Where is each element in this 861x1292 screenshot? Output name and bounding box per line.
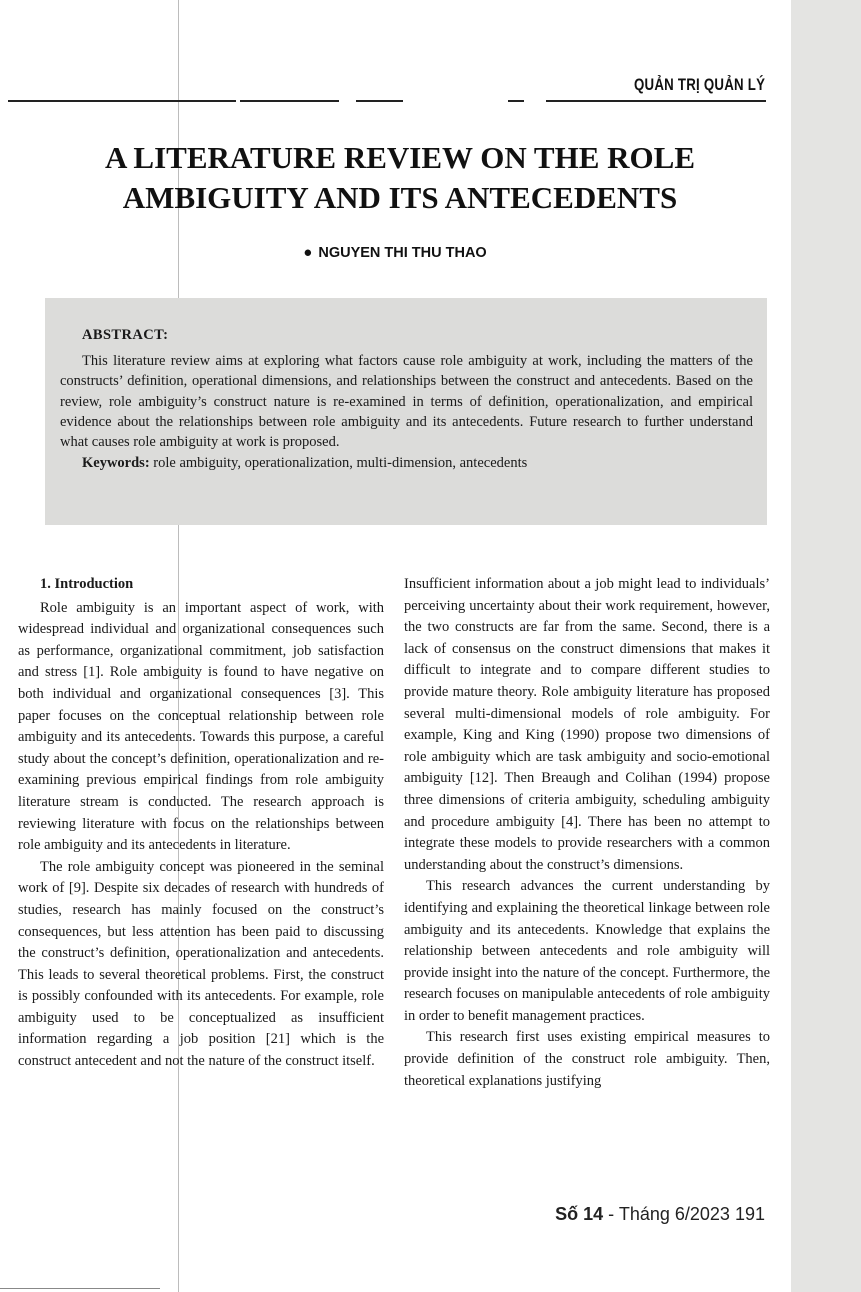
paragraph: Insufficient information about a job might lead to individuals’ perceiving uncertainty about their work requirement, however, the two constructs are far from the same. Second, there is a lack of consensus on the construct dimensions that makes it difficult to integrate and to compare different studies to provide mature theory. Role ambiguity literature has proposed several multi-dimensional models of role ambiguity. For example, King and King (1990) propose two dimensions of role ambiguity which are task ambiguity and socio-emotional ambiguity [12]. Then Breaugh and Colihan (1994) propose three dimensions of criteria ambiguity, scheduling ambiguity and procedure ambiguity [4]. There has been no attempt to integrate these models to provide researchers with a common understanding about the construct’s dimensions.	[404, 576, 770, 873]
header-rule	[546, 100, 766, 102]
abstract-box	[45, 298, 767, 525]
bullet-icon: ●	[303, 244, 313, 261]
left-column	[18, 574, 384, 1073]
article-title	[40, 138, 760, 218]
keywords-text: role ambiguity, operationalization, multi-dimension, antecedents	[153, 455, 528, 472]
page-edge-strip	[791, 0, 861, 1292]
paragraph: This research advances the current understanding by identifying and explaining the theoretical linkage between role ambiguity and its antecedents. Knowledge that explains the relationship between antecedents and role ambiguity will provide insight into the nature of the concept. Furthermore, the research focuses on manipulable antecedents of role ambiguity in order to benefit management practices.	[404, 878, 770, 1024]
abstract-text: This literature review aims at exploring what factors cause role ambiguity at work, including the matters of the constructs’ definition, operational dimensions, and relationships between the construct and antecedents. Based on the review, role ambiguity’s construct nature is re-examined in terms of definition, operationalization, and empirical evidence about the relationships between role ambiguity and its antecedents. Future research to further understand what causes role ambiguity at work is proposed.	[60, 353, 753, 451]
author-line	[0, 244, 790, 261]
issue-date: - Tháng 6/2023	[608, 1204, 730, 1224]
header-rule	[240, 100, 339, 102]
abstract-heading: ABSTRACT:	[82, 327, 169, 343]
header-rule	[508, 100, 524, 102]
section-header: QUẢN TRỊ QUẢN LÝ	[633, 75, 765, 94]
header-rule	[8, 100, 236, 102]
header-rule	[356, 100, 403, 102]
page-number: 191	[734, 1204, 765, 1224]
section-heading-introduction: 1. Introduction	[40, 576, 134, 592]
paragraph: Role ambiguity is an important aspect of work, with widespread individual and organizational consequences such as performance, organizational commitment, job satisfaction and stress [1]. Role ambiguity is found to have negative on both individual and organizational consequences [3]. This paper focuses on the conceptual relationship between role ambiguity and its antecedents. Towards this purpose, a careful study about the concept’s definition, operationalization and re-examining previous empirical findings from role ambiguity literature stream is conducted. The research approach is reviewing literature with focus on the relationships between role ambiguity and its antecedents in literature.	[18, 599, 384, 854]
page-footer	[555, 1204, 765, 1225]
title-line-1: A LITERATURE REVIEW ON THE ROLE	[104, 140, 695, 175]
author-name: NGUYEN THI THU THAO	[318, 245, 487, 261]
paragraph: The role ambiguity concept was pioneered in the seminal work of [9]. Despite six decades of research with hundreds of studies, research has mainly focused on the construct’s consequences, but less attention has been paid to discussing the construct’s definition, operationalization and antecedents. This leads to several theoretical problems. First, the construct is possibly confounded with its antecedents. For example, role ambiguity used to be conceptualized as insufficient information regarding a job position [21] which is the construct antecedent and not the nature of the construct itself.	[18, 858, 384, 1070]
right-column	[404, 574, 770, 1092]
scan-bottom-line	[0, 1288, 160, 1289]
title-line-2: AMBIGUITY AND ITS ANTECEDENTS	[122, 180, 678, 215]
paragraph: This research first uses existing empirical measures to provide definition of the construct role ambiguity. Then, theoretical explanations justifying	[404, 1029, 770, 1089]
keywords-label: Keywords:	[82, 455, 150, 472]
keywords-line	[82, 453, 753, 473]
issue-number: Số 14	[555, 1204, 604, 1224]
